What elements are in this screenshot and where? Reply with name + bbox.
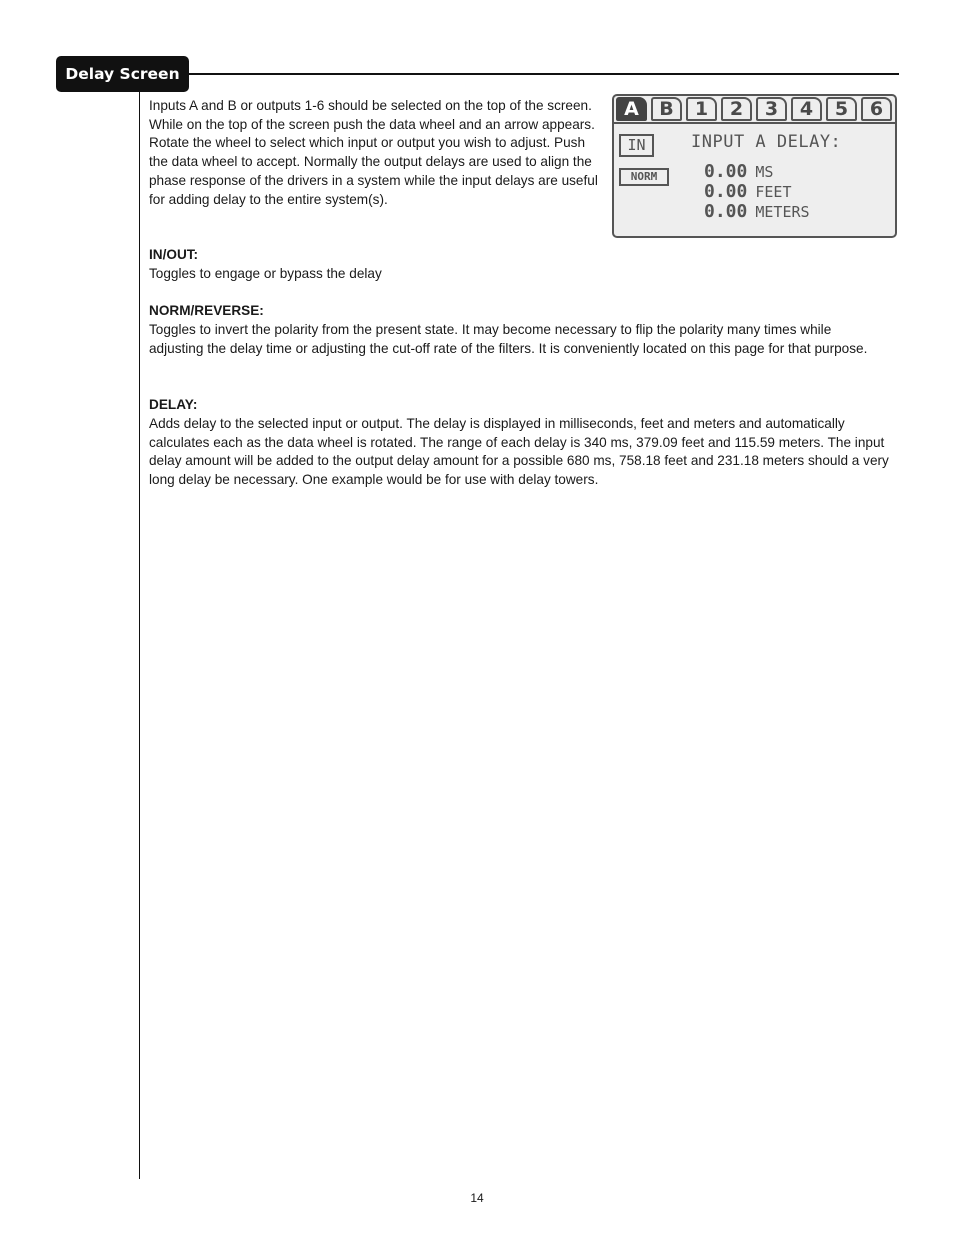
in-out-heading: IN/OUT: <box>149 247 199 262</box>
lcd-tab-5: 5 <box>826 97 857 121</box>
section-title-tab: Delay Screen <box>56 56 189 92</box>
lcd-norm-button: NORM <box>619 168 669 186</box>
lcd-tab-3: 3 <box>756 97 787 121</box>
lcd-meters-unit: METERS <box>755 203 810 221</box>
lcd-channel-tabs <box>616 97 896 123</box>
lcd-tab-a: A <box>616 97 647 121</box>
lcd-in-button: IN <box>619 134 654 157</box>
lcd-title: INPUT A DELAY: <box>691 132 842 152</box>
norm-reverse-heading: NORM/REVERSE: <box>149 303 264 318</box>
lcd-tab-2: 2 <box>721 97 752 121</box>
lcd-feet-row <box>704 181 791 202</box>
lcd-tab-1: 1 <box>686 97 717 121</box>
left-margin-rule <box>139 92 140 1179</box>
lcd-divider <box>614 122 895 124</box>
page-number: 14 <box>470 1191 484 1205</box>
delay-text: Adds delay to the selected input or output. The delay is displayed in milliseconds, feet and meters and automatically calculates each as the data wheel is rotated. The range of each delay is 340 ms, 379.09 feet and 115.59 meters. The input delay amount will be added to the output delay amount for a possible 680 ms, 758.18 feet and 231.18 meters should a very long delay be necessary. One example would be for use with delay towers. <box>149 416 889 488</box>
lcd-meters-row <box>704 201 810 222</box>
lcd-tab-4: 4 <box>791 97 822 121</box>
in-out-text: Toggles to engage or bypass the delay <box>149 266 382 281</box>
intro-paragraph: Inputs A and B or outputs 1-6 should be selected on the top of the screen. While on the top of the screen push the data wheel and an arrow appears. Rotate the wheel to select which input or output you wish to adjust. Push the data wheel to accept. Normally the output delays are used to align the phase response of the drivers in a system while the input delays are useful for adding delay to the entire system(s). <box>149 98 598 207</box>
lcd-tab-b: B <box>651 97 682 121</box>
lcd-feet-value: 0.00 <box>704 181 748 202</box>
lcd-ms-row <box>704 161 773 182</box>
lcd-ms-value: 0.00 <box>704 161 748 182</box>
lcd-meters-value: 0.00 <box>704 201 748 222</box>
delay-heading: DELAY: <box>149 397 198 412</box>
lcd-feet-unit: FEET <box>755 183 792 201</box>
lcd-tab-6: 6 <box>861 97 892 121</box>
lcd-screenshot <box>612 94 897 238</box>
header-rule <box>189 73 899 75</box>
lcd-ms-unit: MS <box>755 163 774 181</box>
norm-reverse-text: Toggles to invert the polarity from the present state. It may become necessary to flip the polarity many times while adjusting the delay time or adjusting the cut-off rate of the filters. It is conveniently located on this page for that purpose. <box>149 322 868 356</box>
